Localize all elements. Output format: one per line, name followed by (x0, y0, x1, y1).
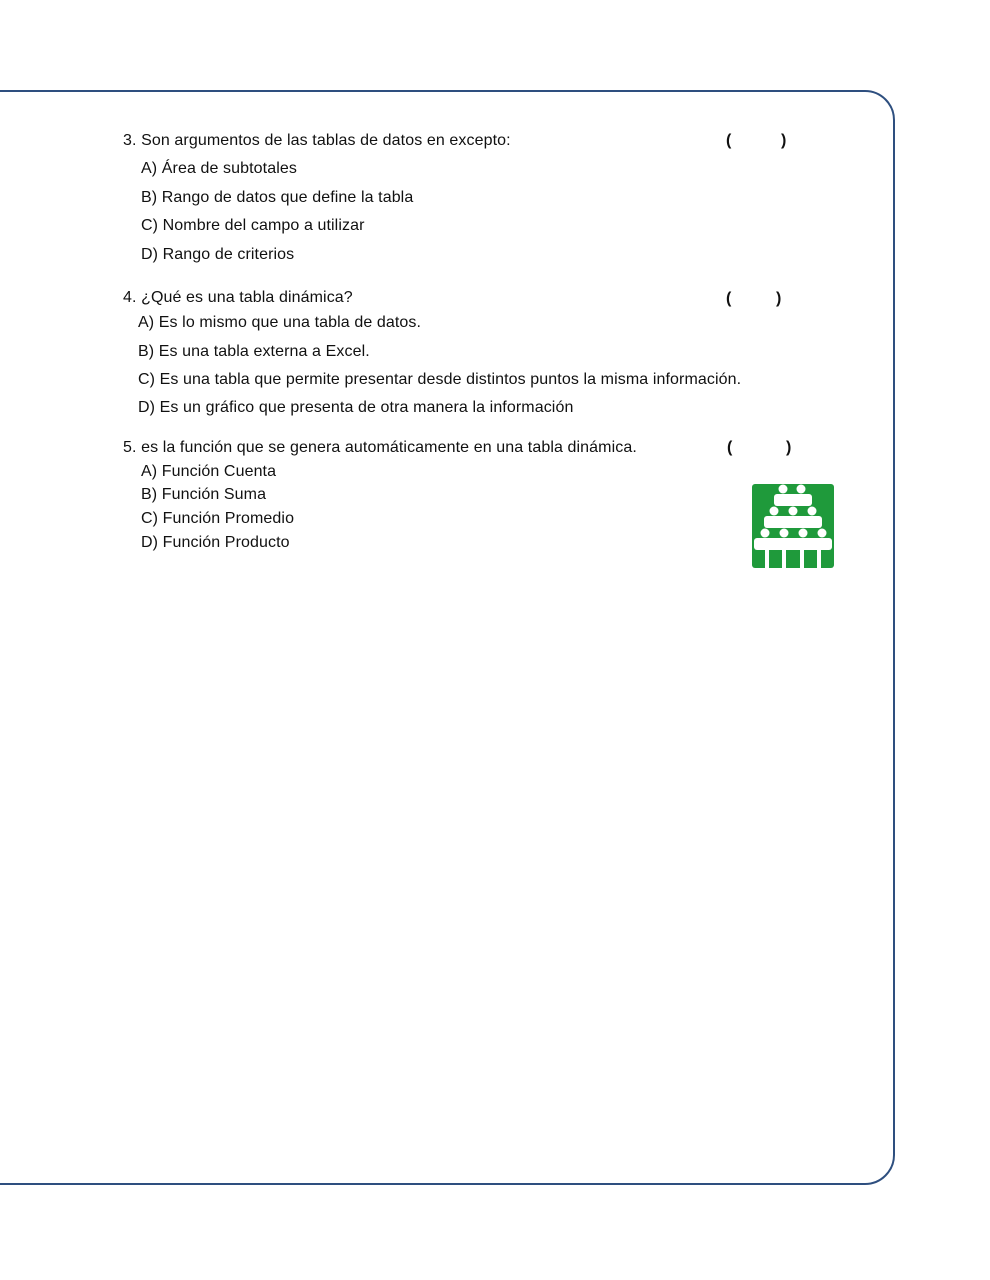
page-frame (0, 90, 895, 1185)
answer-close-paren: ) (786, 439, 792, 456)
question-4-option-a: A) Es lo mismo que una tabla de datos. (138, 314, 422, 331)
answer-close-paren: ) (781, 132, 787, 149)
question-3-option-a: A) Área de subtotales (141, 160, 297, 177)
answer-open-paren: ( (727, 439, 733, 456)
people-pyramid-logo-icon (752, 484, 834, 568)
question-5-stem: 5. es la función que se genera automáticamente en una tabla dinámica. (123, 439, 637, 456)
question-3-stem: 3. Son argumentos de las tablas de datos en excepto: (123, 132, 511, 149)
question-3-option-c: C) Nombre del campo a utilizar (141, 217, 365, 234)
question-4-option-d: D) Es un gráfico que presenta de otra manera la información (138, 399, 574, 416)
answer-open-paren: ( (726, 290, 732, 307)
question-4-stem: 4. ¿Qué es una tabla dinámica? (123, 289, 353, 306)
answer-close-paren: ) (776, 290, 782, 307)
question-5-option-b: B) Función Suma (141, 486, 267, 503)
question-5-option-c: C) Función Promedio (141, 510, 295, 527)
question-4-option-c: C) Es una tabla que permite presentar desde distintos puntos la misma información. (138, 371, 742, 388)
answer-open-paren: ( (726, 132, 732, 149)
question-3-option-b: B) Rango de datos que define la tabla (141, 189, 414, 206)
question-5-option-a: A) Función Cuenta (141, 463, 277, 480)
question-3-option-d: D) Rango de criterios (141, 246, 295, 263)
question-5-option-d: D) Función Producto (141, 534, 290, 551)
question-4-option-b: B) Es una tabla externa a Excel. (138, 343, 370, 360)
